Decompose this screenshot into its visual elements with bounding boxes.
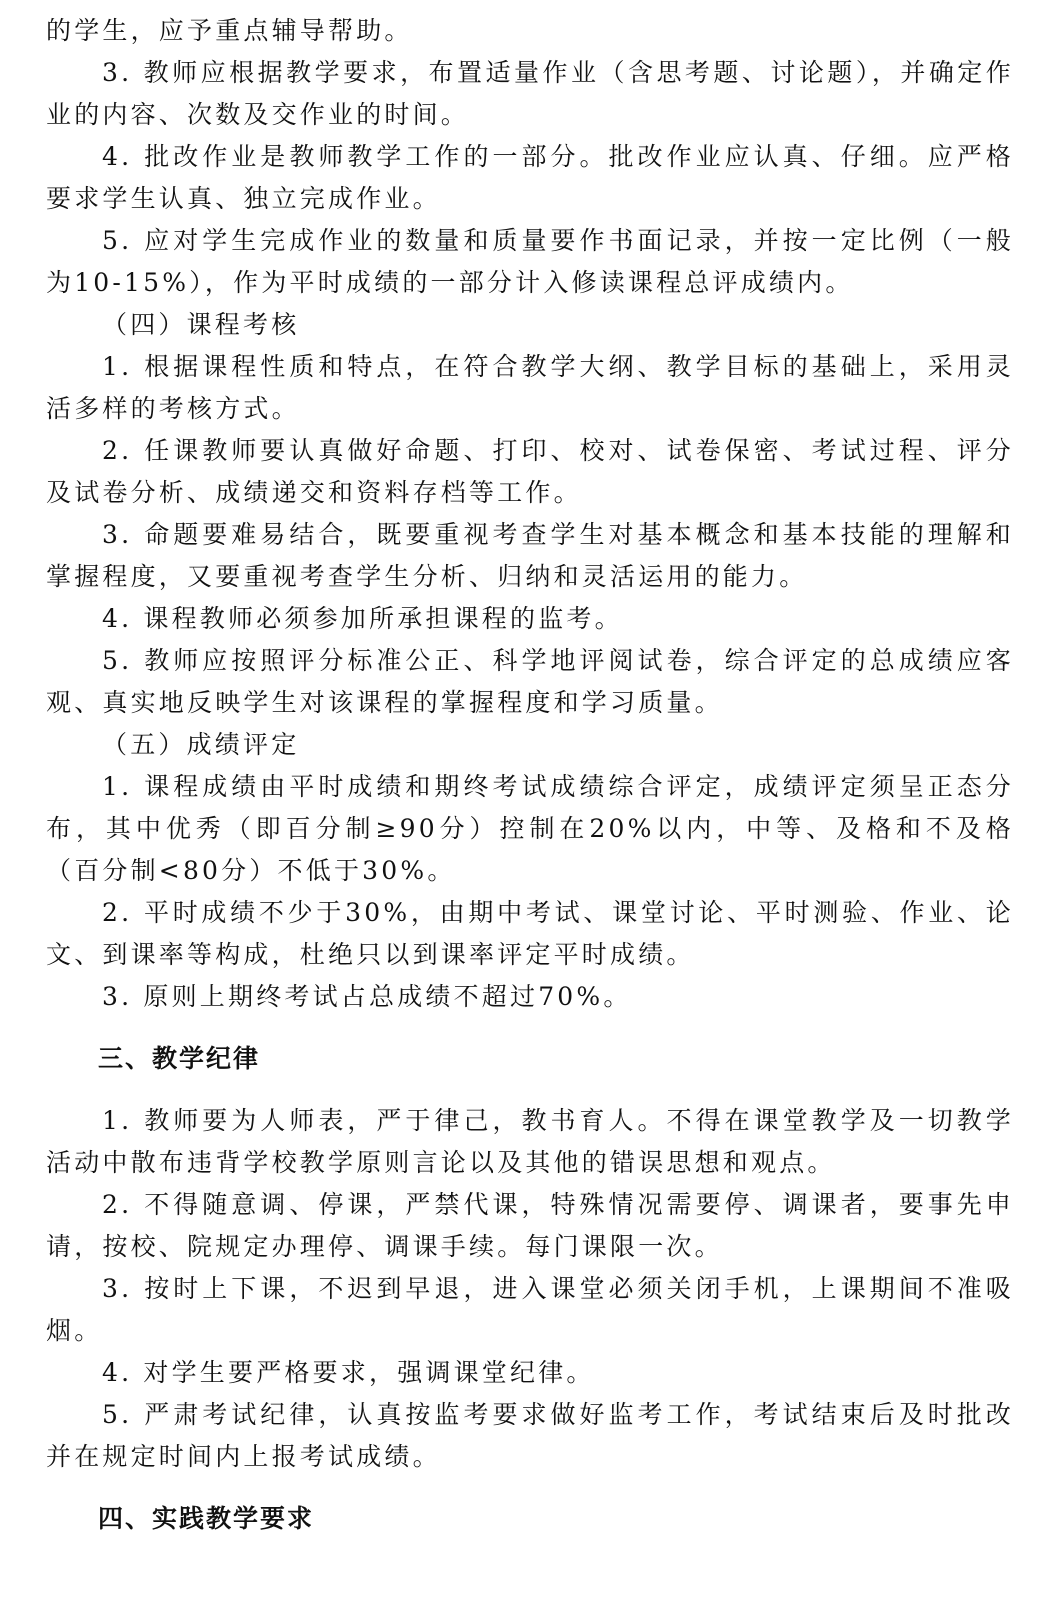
chapter-3-heading: 三、教学纪律	[98, 1044, 261, 1073]
discipline-item-1: 1. 教师要为人师表，严于律己，教书育人。不得在课堂教学及一切教学活动中散布违背学校教学原则言论以及其他的错误思想和观点。	[46, 1106, 1014, 1177]
chapter-4-heading: 四、实践教学要求	[98, 1504, 315, 1533]
homework-item-4: 4. 批改作业是教师教学工作的一部分。批改作业应认真、仔细。应严格要求学生认真、独立完成作业。	[46, 142, 1014, 213]
assessment-item-2: 2. 任课教师要认真做好命题、打印、校对、试卷保密、考试过程、评分及试卷分析、成绩递交和资料存档等工作。	[46, 436, 1014, 507]
carryover-text: 的学生，应予重点辅导帮助。	[46, 16, 413, 45]
assessment-item-4: 4. 课程教师必须参加所承担课程的监考。	[102, 604, 623, 633]
grading-item-2: 2. 平时成绩不少于30%，由期中考试、课堂讨论、平时测验、作业、论文、到课率等构成，杜绝只以到课率评定平时成绩。	[46, 898, 1014, 969]
discipline-item-2: 2. 不得随意调、停课，严禁代课，特殊情况需要停、调课者，要事先申请，按校、院规定办理停、调课手续。每门课限一次。	[46, 1190, 1014, 1261]
discipline-item-5: 5. 严肃考试纪律，认真按监考要求做好监考工作，考试结束后及时批改并在规定时间内上报考试成绩。	[46, 1400, 1014, 1471]
assessment-item-3: 3. 命题要难易结合，既要重视考查学生对基本概念和基本技能的理解和掌握程度，又要重视考查学生分析、归纳和灵活运用的能力。	[46, 520, 1014, 591]
grading-item-1: 1. 课程成绩由平时成绩和期终考试成绩综合评定，成绩评定须呈正态分布，其中优秀（即百分制≥90分）控制在20%以内，中等、及格和不及格（百分制<80分）不低于30%。	[46, 772, 1014, 885]
section-4-heading: （四）课程考核	[102, 310, 300, 339]
assessment-item-1: 1. 根据课程性质和特点，在符合教学大纲、教学目标的基础上，采用灵活多样的考核方式。	[46, 352, 1014, 423]
discipline-item-4: 4. 对学生要严格要求，强调课堂纪律。	[102, 1358, 595, 1387]
section-5-heading: （五）成绩评定	[102, 730, 300, 759]
homework-item-3: 3. 教师应根据教学要求，布置适量作业（含思考题、讨论题），并确定作业的内容、次数及交作业的时间。	[46, 58, 1014, 129]
grading-item-3: 3. 原则上期终考试占总成绩不超过70%。	[102, 982, 632, 1011]
homework-item-5: 5. 应对学生完成作业的数量和质量要作书面记录，并按一定比例（一般为10-15%），作为平时成绩的一部分计入修读课程总评成绩内。	[46, 226, 1014, 297]
discipline-item-3: 3. 按时上下课，不迟到早退，进入课堂必须关闭手机，上课期间不准吸烟。	[46, 1274, 1014, 1345]
assessment-item-5: 5. 教师应按照评分标准公正、科学地评阅试卷，综合评定的总成绩应客观、真实地反映学生对该课程的掌握程度和学习质量。	[46, 646, 1014, 717]
